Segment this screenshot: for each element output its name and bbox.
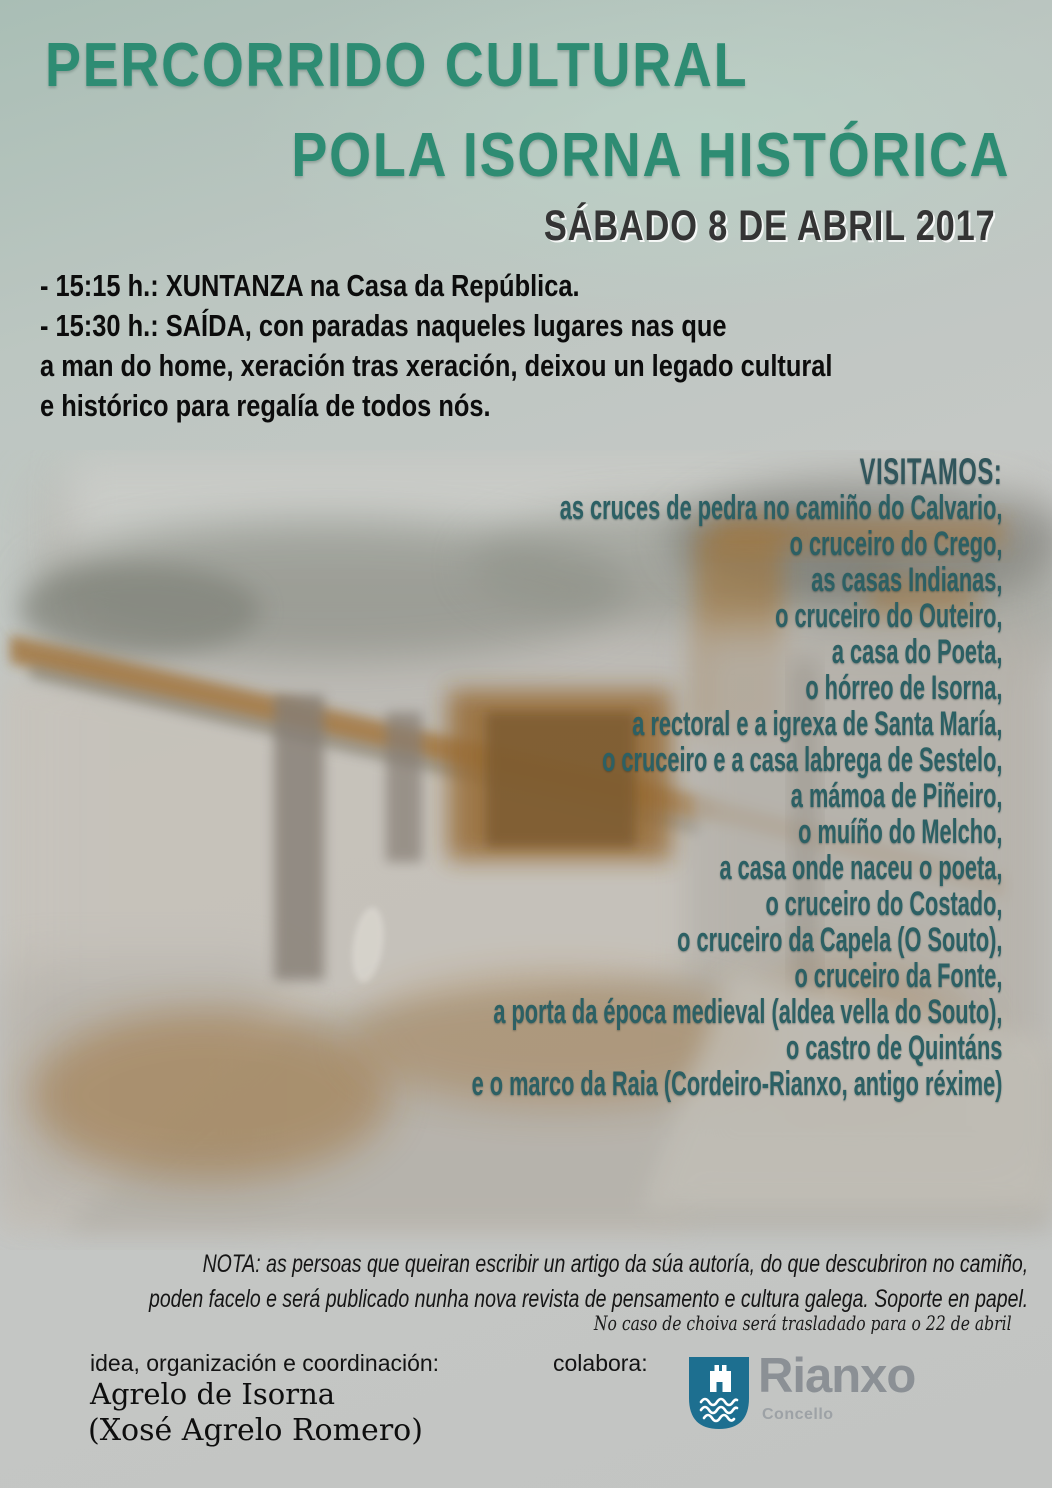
credit-person: (Xosé Agrelo Romero) [88,1413,423,1448]
visit-item: o muíño do Melcho, [797,813,1002,851]
credit-name: Agrelo de Isorna [90,1377,336,1411]
visit-item: a porta da época medieval (aldea vella do Souto), [492,993,1002,1031]
credits-label: idea, organización e coordinación: [90,1350,440,1376]
visit-item: o hórreo de Isorna, [804,669,1002,707]
visit-item: o cruceiro do Crego, [789,525,1002,563]
visit-item: o cruceiro do Costado, [765,885,1002,923]
visit-item: o cruceiro do Outeiro, [774,597,1002,635]
poster-title-line-2: POLA ISORNA HISTÓRICA [291,121,1010,190]
nota-text [149,1247,1028,1317]
schedule-text [40,266,832,426]
visit-item: o castro de Quintáns [785,1029,1002,1067]
visit-item: a mámoa de Piñeiro, [790,777,1002,815]
visit-item: o cruceiro e a casa labrega de Sestelo, [601,741,1002,779]
schedule-line: - 15:15 h.: XUNTANZA na Casa da República. [40,268,580,303]
visit-list [471,451,1002,1103]
visit-item: a casa onde naceu o poeta, [719,849,1002,887]
collaboration-label: colabora: [553,1350,648,1376]
visit-item: a rectoral e a igrexa de Santa María, [631,705,1002,743]
visit-item: as cruces de pedra no camiño do Calvario, [559,489,1002,527]
event-date: SÁBADO 8 DE ABRIL 2017 [543,202,995,250]
concello-label: Concello [762,1406,834,1423]
nota-line: NOTA: as persoas que queiran escribir un artigo da súa autoría, do que descubriron no camiño, [202,1250,1029,1278]
nota-line: poden facelo e será publicado nunha nova revista de pensamento e cultura galega. Soporte en papel. [148,1285,1028,1313]
visit-item: o cruceiro da Capela (O Souto), [676,921,1002,959]
visit-list-heading: VISITAMOS: [859,451,1002,492]
rianxo-wordmark: Rianxo [758,1349,916,1403]
rianxo-logo [688,1349,1018,1446]
schedule-line: e histórico para regalía de todos nós. [40,388,491,423]
schedule-line: - 15:30 h.: SAÍDA, con paradas naqueles lugares nas que [40,308,727,343]
visit-item: o cruceiro da Fonte, [794,957,1002,995]
visit-item: a casa do Poeta, [831,633,1002,671]
visit-item: as casas Indianas, [810,561,1002,599]
rianxo-shield-icon [688,1356,750,1430]
poster-title-line-1: PERCORRIDO CULTURAL [45,31,749,100]
schedule-line: a man do home, xeración tras xeración, deixou un legado cultural [40,348,833,383]
visit-item: e o marco da Raia (Cordeiro-Rianxo, antigo réxime) [471,1065,1002,1103]
rain-notice: No caso de choiva será trasladado para o 22 de abril [594,1311,1012,1335]
